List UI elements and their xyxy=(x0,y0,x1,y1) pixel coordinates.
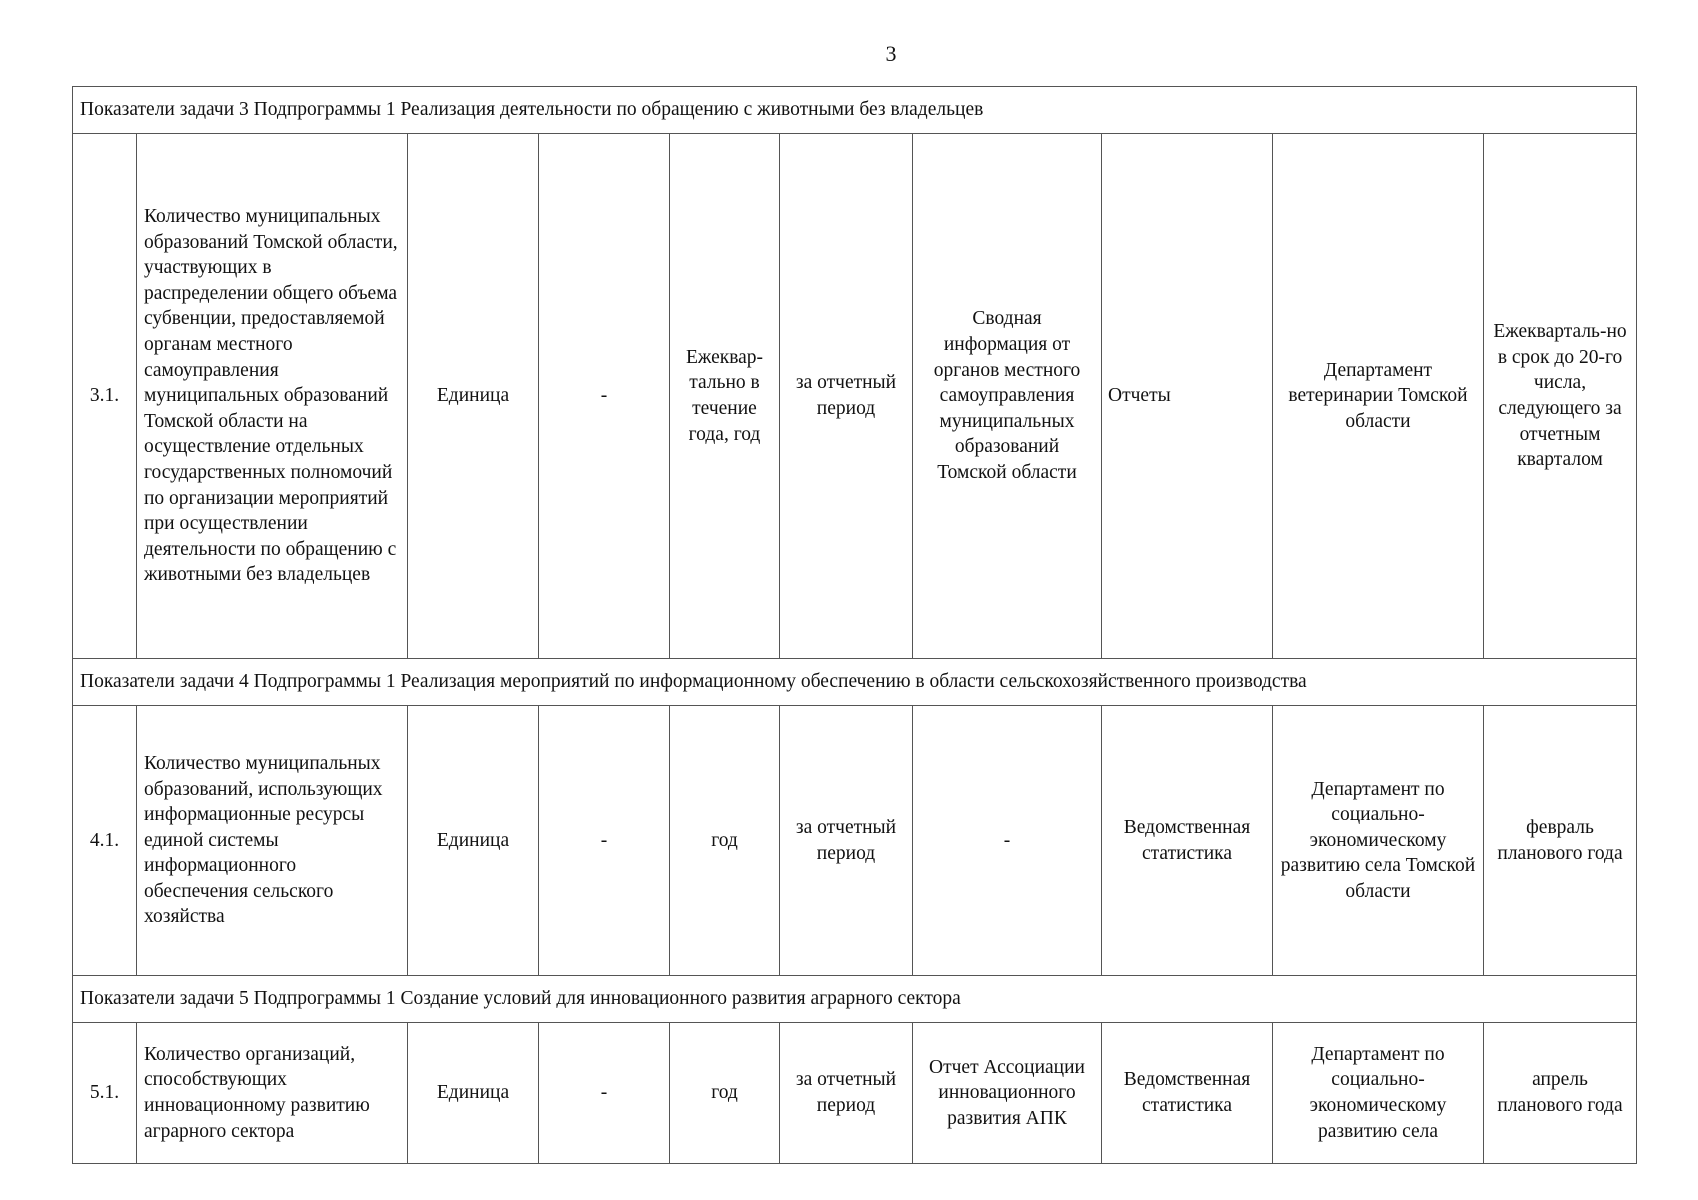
deadline-cell: февраль планового года xyxy=(1484,706,1637,976)
data-source-cell: - xyxy=(913,706,1102,976)
section-header: Показатели задачи 4 Подпрограммы 1 Реализация мероприятий по информационному обеспечению в области сельскохозяйственного производства xyxy=(73,659,1637,706)
empty-dash-cell: - xyxy=(539,1023,670,1164)
section-header: Показатели задачи 5 Подпрограммы 1 Создание условий для инновационного развития аграрного сектора xyxy=(73,976,1637,1023)
deadline-cell: апрель планового года xyxy=(1484,1023,1637,1164)
periodicity-cell: Ежеквар-тально в течение года, год xyxy=(670,134,780,659)
responsible-cell: Департамент по социально-экономическому развитию села xyxy=(1273,1023,1484,1164)
table-row xyxy=(73,1023,1637,1164)
indicator-name: Количество организаций, способствующих инновационному развитию аграрного сектора xyxy=(137,1023,408,1164)
empty-dash-cell: - xyxy=(539,134,670,659)
indicator-name: Количество муниципальных образований, использующих информационные ресурсы единой системы информационного обеспечения сельского хозяйства xyxy=(137,706,408,976)
section-header: Показатели задачи 3 Подпрограммы 1 Реализация деятельности по обращению с животными без владельцев xyxy=(73,87,1637,134)
indicators-table xyxy=(72,86,1637,1164)
unit-cell: Единица xyxy=(408,706,539,976)
data-source-cell: Отчет Ассоциации инновационного развития АПК xyxy=(913,1023,1102,1164)
periodicity-cell: год xyxy=(670,706,780,976)
time-characteristic-cell: за отчетный период xyxy=(780,134,913,659)
indicator-number: 4.1. xyxy=(73,706,137,976)
time-characteristic-cell: за отчетный период xyxy=(780,706,913,976)
table-row xyxy=(73,706,1637,976)
table-row xyxy=(73,134,1637,659)
periodicity-cell: год xyxy=(670,1023,780,1164)
collection-method-cell: Отчеты xyxy=(1102,134,1273,659)
responsible-cell: Департамент ветеринарии Томской области xyxy=(1273,134,1484,659)
collection-method-cell: Ведомственная статистика xyxy=(1102,706,1273,976)
responsible-cell: Департамент по социально-экономическому развитию села Томской области xyxy=(1273,706,1484,976)
data-source-cell: Сводная информация от органов местного самоуправления муниципальных образований Томской области xyxy=(913,134,1102,659)
collection-method-cell: Ведомственная статистика xyxy=(1102,1023,1273,1164)
empty-dash-cell: - xyxy=(539,706,670,976)
indicator-name: Количество муниципальных образований Томской области, участвующих в распределении общего объема субвенции, предоставляемой органам местного самоуправления муниципальных образований Томской области на осуществление отдельных государственных полномочий по организации мероприятий при осуществлении деятельности по обращению с животными без владельцев xyxy=(137,134,408,659)
page-number: 3 xyxy=(885,41,897,66)
section-header-row xyxy=(73,87,1637,134)
indicator-number: 3.1. xyxy=(73,134,137,659)
unit-cell: Единица xyxy=(408,134,539,659)
time-characteristic-cell: за отчетный период xyxy=(780,1023,913,1164)
unit-cell: Единица xyxy=(408,1023,539,1164)
section-header-row xyxy=(73,976,1637,1023)
indicator-number: 5.1. xyxy=(73,1023,137,1164)
deadline-cell: Ежекварталь-но в срок до 20-го числа, следующего за отчетным кварталом xyxy=(1484,134,1637,659)
section-header-row xyxy=(73,659,1637,706)
